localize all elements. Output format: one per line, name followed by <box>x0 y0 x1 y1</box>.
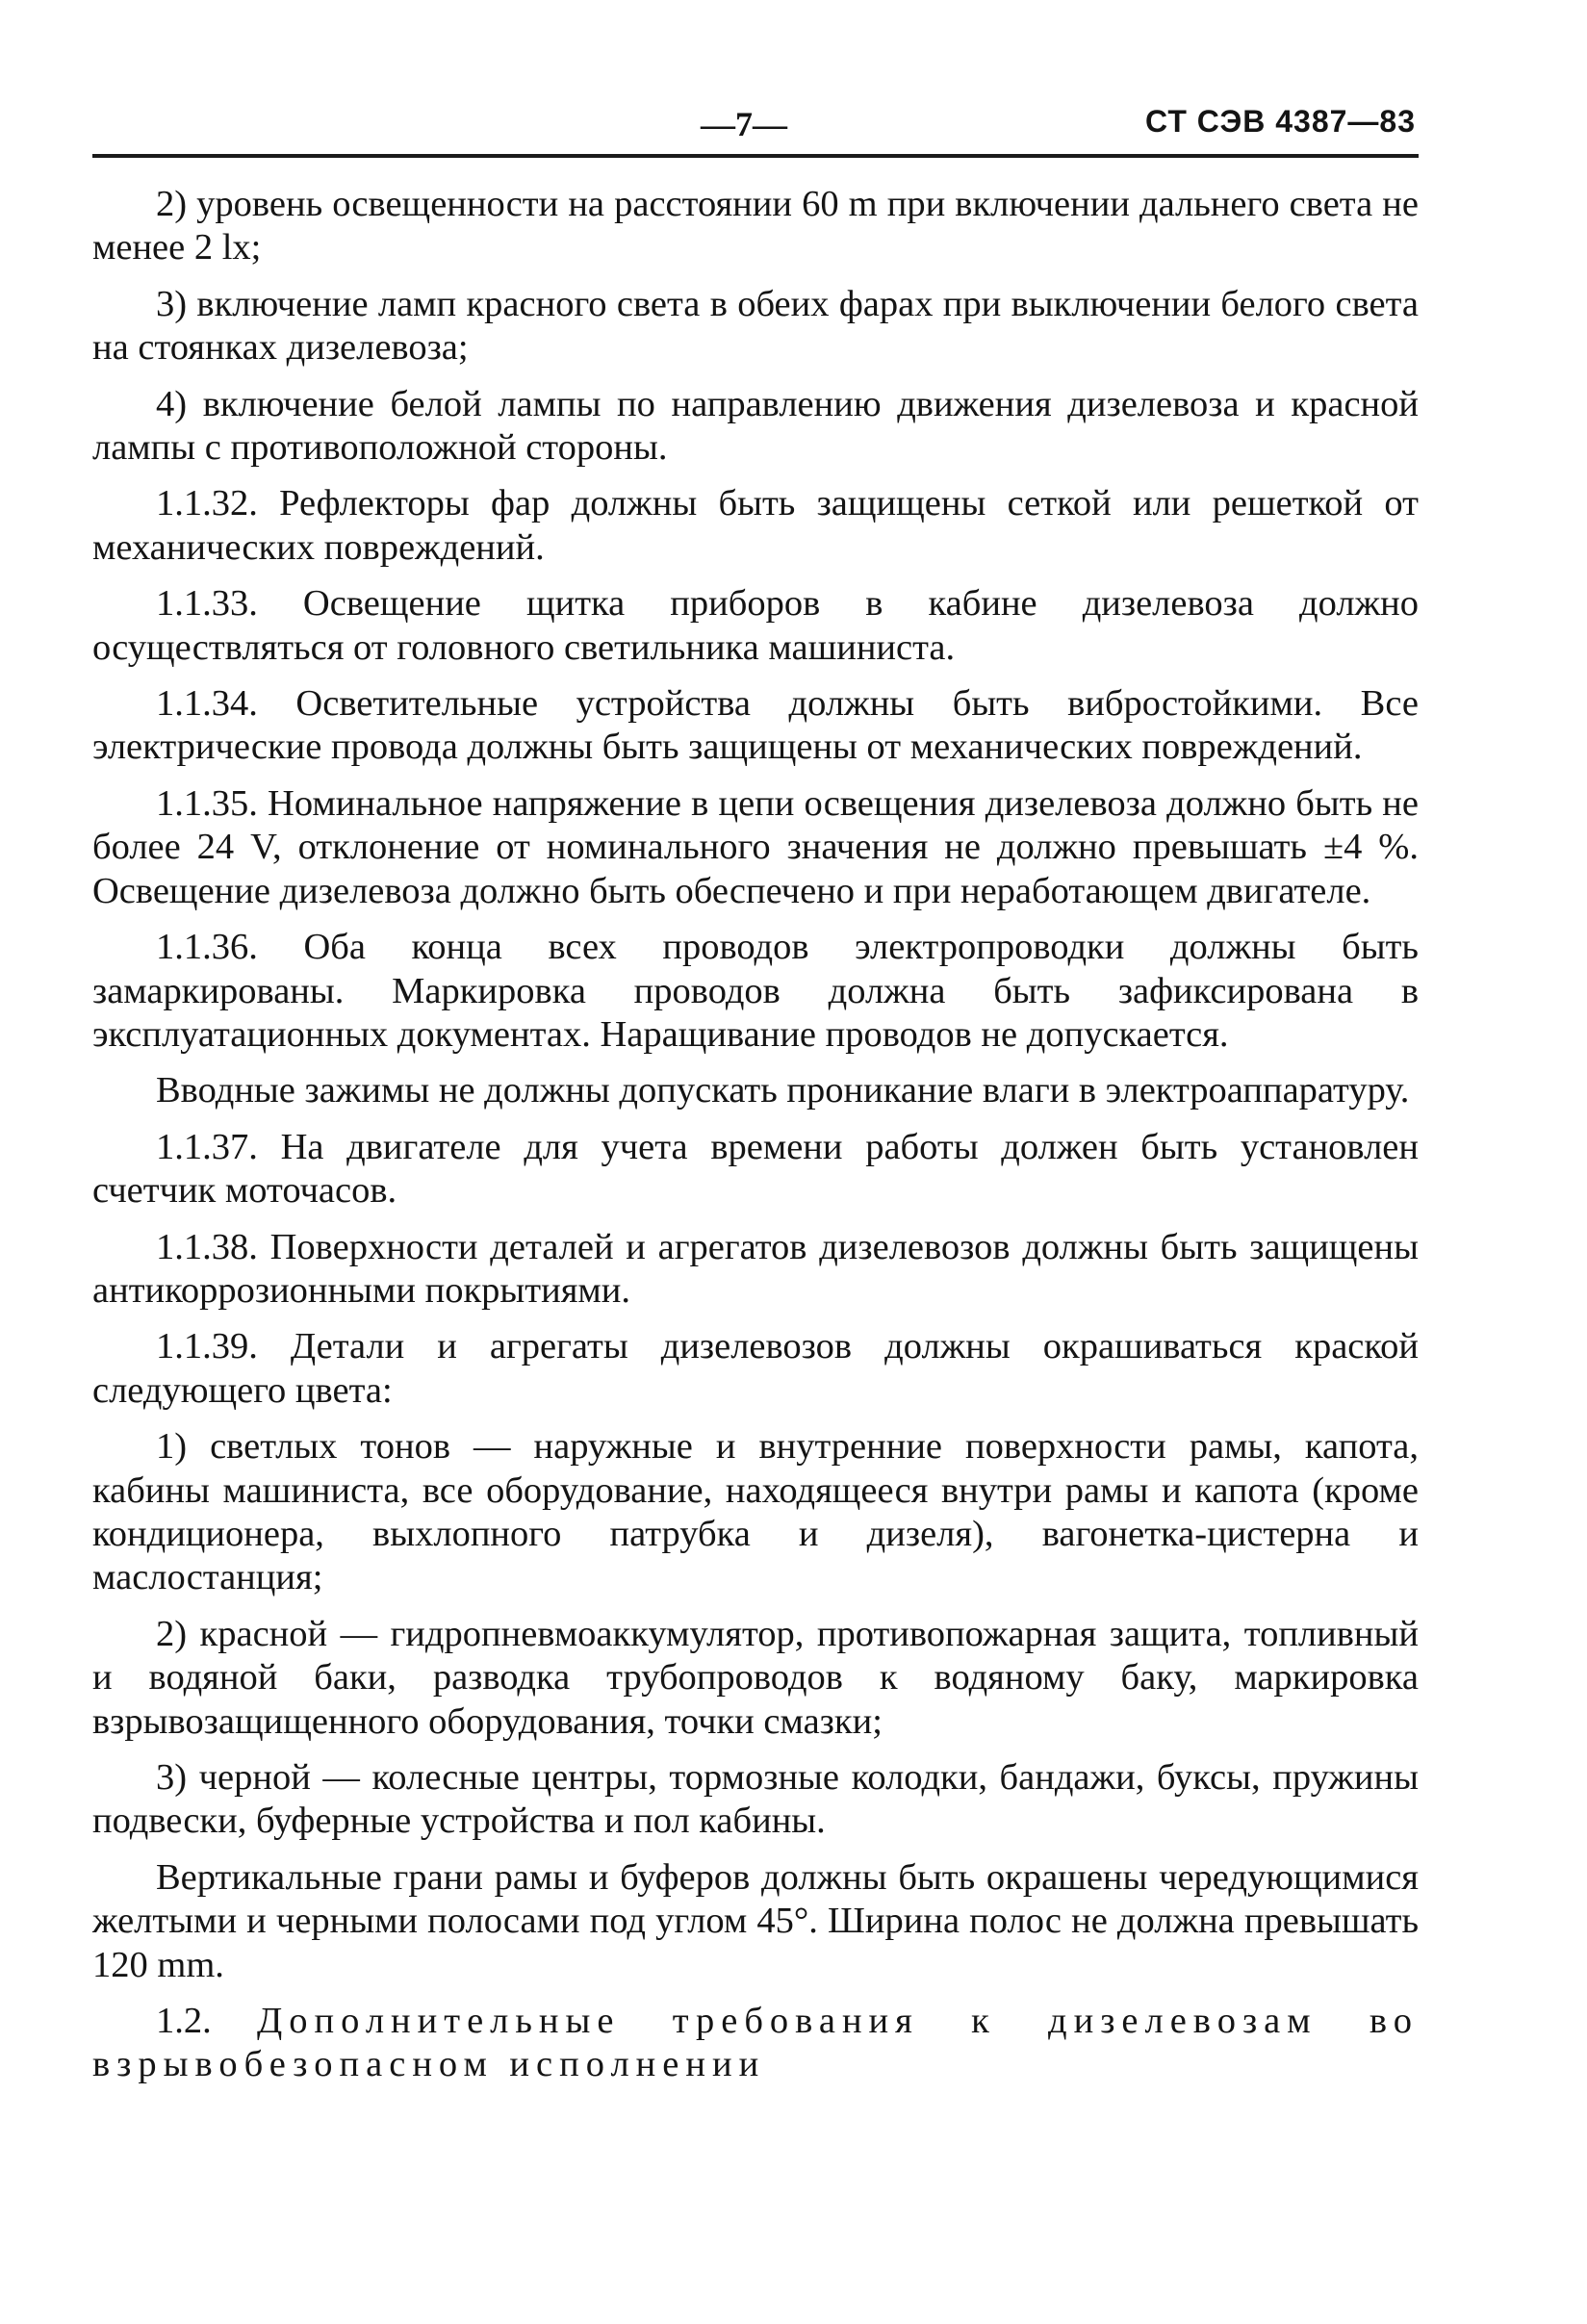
paragraph: 1.1.38. Поверхности деталей и агрегатов дизелевозов должны быть защищены антикоррозионными покрытиями. <box>92 1226 1419 1311</box>
paragraph: Вертикальные грани рамы и буферов должны быть окрашены чередующимися желтыми и черными полосами под углом 45°. Ширина полос не должна превышать 120 mm. <box>92 1856 1419 1985</box>
paragraph: 1.1.33. Освещение щитка приборов в кабине дизелевоза должно осуществляться от головного светильника машиниста. <box>92 583 1419 668</box>
paragraph: 3) черной — колесные центры, тормозные колодки, бандажи, буксы, пружины подвески, буферные устройства и пол кабины. <box>92 1757 1419 1842</box>
paragraph: 1.1.37. На двигателе для учета времени работы должен быть установлен счетчик моточасов. <box>92 1126 1419 1212</box>
body-text <box>92 183 1419 2100</box>
paragraph: Вводные зажимы не должны допускать проникание влаги в электроаппаратуру. <box>156 1070 1410 1111</box>
section-heading <box>92 2000 1419 2087</box>
section-number: 1.2. <box>156 2001 212 2042</box>
page-number: —7— <box>701 105 787 143</box>
paragraph: 2) красной — гидропневмоаккумулятор, противопожарная защита, топливный и водяной баки, разводка трубопроводов к водяному баку, маркировка взрывозащищенного оборудования, точки смазки; <box>92 1613 1419 1742</box>
section-title: Дополнительные требования к дизелевозам во взрывобезопасном исполнении <box>92 2001 1419 2085</box>
paragraph: 1.1.34. Осветительные устройства должны быть вибростойкими. Все электрические провода должны быть защищены от механических повреждений. <box>92 683 1419 768</box>
paragraph: 1.1.32. Рефлекторы фар должны быть защищены сеткой или решеткой от механических повреждений. <box>92 483 1419 568</box>
paragraph: 2) уровень освещенности на расстоянии 60 m при включении дальнего света не менее 2 lx; <box>92 184 1419 268</box>
standard-code: СТ СЭВ 4387—83 <box>1145 104 1416 139</box>
header-rule <box>92 154 1419 158</box>
page-header <box>0 104 1587 152</box>
paragraph: 4) включение белой лампы по направлению движения дизелевоза и красной лампы с противоположной стороны. <box>92 383 1419 469</box>
paragraph: 1.1.39. Детали и агрегаты дизелевозов должны окрашиваться краской следующего цвета: <box>92 1326 1419 1411</box>
paragraph: 3) включение ламп красного света в обеих фарах при выключении белого света на стоянках дизелевоза; <box>92 283 1419 369</box>
paragraph: 1.1.35. Номинальное напряжение в цепи освещения дизелевоза должно быть не более 24 V, отклонение от номинального значения не должно превышать ±4 %. Освещение дизелевоза должно быть обеспечено и при неработающем двигателе. <box>92 782 1419 911</box>
paragraph: 1.1.36. Оба конца всех проводов электропроводки должны быть замаркированы. Маркировка проводов должна быть зафиксирована в эксплуатационных документах. Наращивание проводов не допускается. <box>92 927 1419 1055</box>
paragraph: 1) светлых тонов — наружные и внутренние поверхности рамы, капота, кабины машиниста, все оборудование, находящееся внутри рамы и капота (кроме кондиционера, выхлопного патрубка и дизеля), вагонетка-цистерна и маслостанция; <box>92 1426 1419 1598</box>
